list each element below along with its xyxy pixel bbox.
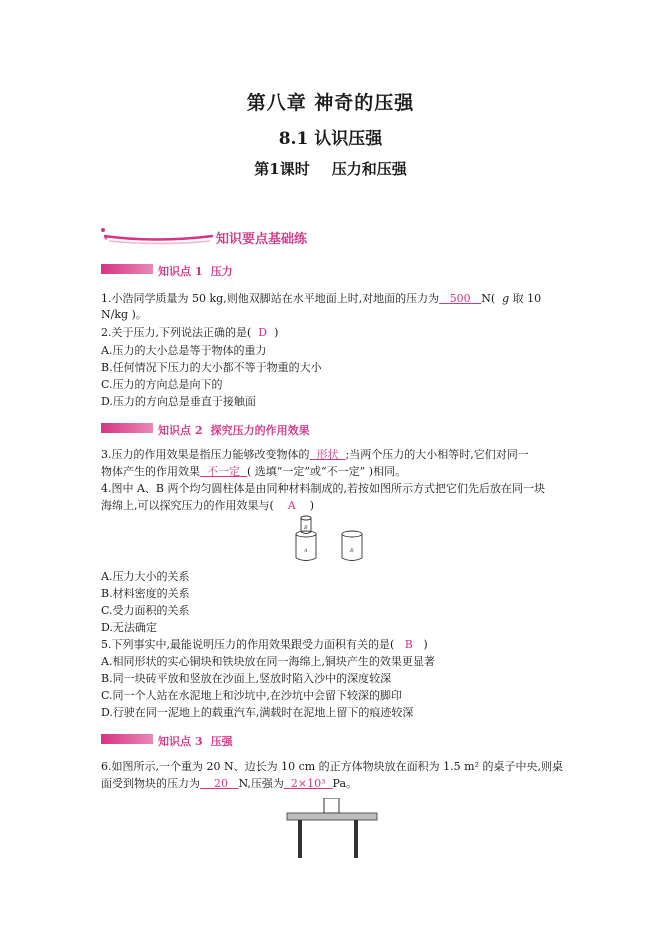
kp1-label	[158, 263, 233, 279]
q6-unit: Pa。	[332, 777, 358, 790]
q6-line1: 6.如图所示,一个重为 20 N、边长为 10 cm 的正方体物块放在面积为 1.5 m² 的桌子中央,则桌	[101, 760, 564, 773]
q6-answer1: 20	[214, 777, 228, 790]
q6-text-mid: N,压强为	[238, 777, 284, 790]
banner-title: 知识要点基础练	[216, 232, 308, 247]
q5-answer: B	[404, 638, 413, 651]
kp-label: 知识点	[158, 424, 191, 437]
q5-stem	[101, 637, 428, 653]
q5-option-d: D.行驶在同一泥地上的载重汽车,满载时在泥地上留下的痕迹较深	[101, 706, 414, 719]
kp2-label	[158, 422, 310, 438]
cylinders-figure	[292, 512, 372, 568]
lesson-name: 压力和压强	[331, 160, 407, 178]
kp-label: 知识点	[158, 265, 191, 278]
kp3-bar	[101, 734, 153, 744]
q3-answer2: 不一定	[207, 465, 240, 478]
q3-answer1: 形状	[316, 448, 339, 461]
q4-line2	[101, 498, 314, 514]
chapter-title: 第八章 神奇的压强	[246, 92, 415, 114]
q2-answer: D	[258, 326, 268, 339]
kp-number: 3	[195, 735, 203, 748]
kp-name: 压强	[210, 735, 233, 748]
q6-line2	[101, 776, 357, 792]
cylinder-b	[342, 531, 362, 561]
q4-answer: A	[287, 499, 296, 512]
q1-text: 1.小浩同学质量为 50 kg,则他双脚站在水平地面上时,对地面的压力为	[101, 292, 440, 305]
q1-text2: 取 10	[512, 292, 542, 305]
q2-option-b: B.任何情况下压力的大小都不等于物重的大小	[101, 361, 322, 374]
q3-text3: ( 选填“一定”或“不一定” )相同。	[247, 465, 407, 478]
fig-label-b-top: B	[304, 525, 308, 531]
q2-stem	[101, 325, 278, 341]
cube-block	[324, 798, 339, 813]
q5-option-a: A.相同形状的实心铜块和铁块放在同一海绵上,铜块产生的效果更显著	[101, 655, 435, 668]
q3-line2	[101, 464, 406, 480]
q5-option-c: C.同一个人站在水泥地上和沙坑中,在沙坑中会留下较深的脚印	[101, 689, 403, 702]
q5-option-b: B.同一块砖平放和竖放在沙面上,竖放时陷入沙中的深度较深	[101, 672, 392, 685]
kp-number: 1	[195, 265, 203, 278]
q5-text: 5.下列事实中,最能说明压力的作用效果跟受力面积有关的是(	[101, 638, 395, 651]
table-leg-left	[298, 820, 302, 858]
q1-unit: N(	[481, 292, 496, 305]
q1-g: g	[502, 292, 510, 305]
q1-answer: 500	[449, 292, 471, 305]
q2-option-a: A.压力的大小总是等于物体的重力	[101, 344, 267, 357]
table-leg-right	[354, 820, 358, 858]
q6-text: 面受到物块的压力为	[101, 777, 200, 790]
q2-text: 2.关于压力,下列说法正确的是(	[101, 326, 252, 339]
q4-option-b: B.材料密度的关系	[101, 587, 190, 600]
q3-text-mid: ;当两个压力的大小相等时,它们对同一	[345, 448, 529, 461]
q2-option-d: D.压力的方向总是垂直于接触面	[101, 395, 256, 408]
q6-answer2: 2×10³	[290, 777, 326, 790]
lesson-number: 第1课时	[254, 160, 310, 178]
q4-close: )	[309, 499, 315, 512]
kp3-label	[158, 733, 233, 749]
q1-line1	[101, 291, 541, 307]
q3-line1	[101, 447, 529, 463]
kp-number: 2	[195, 424, 203, 437]
q4-option-c: C.受力面积的关系	[101, 604, 190, 617]
cylinder-a	[296, 531, 316, 561]
kp-name: 压力	[210, 265, 233, 278]
q4-option-d: D.无法确定	[101, 621, 157, 634]
q2-close: )	[274, 326, 279, 339]
section-title: 8.1 认识压强	[278, 129, 383, 149]
table-top	[287, 813, 377, 820]
q1-line2: N/kg )。	[101, 308, 147, 321]
q4-line1: 4.图中 A、B 两个均匀圆柱体是由同种材料制成的,若按如图所示方式把它们先后放在同一块	[101, 482, 546, 495]
kp-label: 知识点	[158, 735, 191, 748]
kp2-bar	[101, 423, 153, 433]
q3-text: 3.压力的作用效果是指压力能够改变物体的	[101, 448, 310, 461]
q5-close: )	[423, 638, 428, 651]
kp-name: 探究压力的作用效果	[210, 424, 310, 437]
q4-text: 海绵上,可以探究压力的作用效果与(	[101, 499, 274, 512]
q2-option-c: C.压力的方向总是向下的	[101, 378, 223, 391]
banner-decoration	[100, 226, 215, 246]
fig-label-b-right: B	[350, 548, 354, 554]
table-figure	[284, 798, 380, 860]
q4-option-a: A.压力大小的关系	[101, 570, 190, 583]
fig-label-a: A	[304, 548, 308, 554]
q3-text2: 物体产生的作用效果	[101, 465, 200, 478]
banner-swoosh-icon	[100, 226, 215, 246]
kp1-bar	[101, 264, 153, 274]
lesson-title	[0, 158, 661, 179]
